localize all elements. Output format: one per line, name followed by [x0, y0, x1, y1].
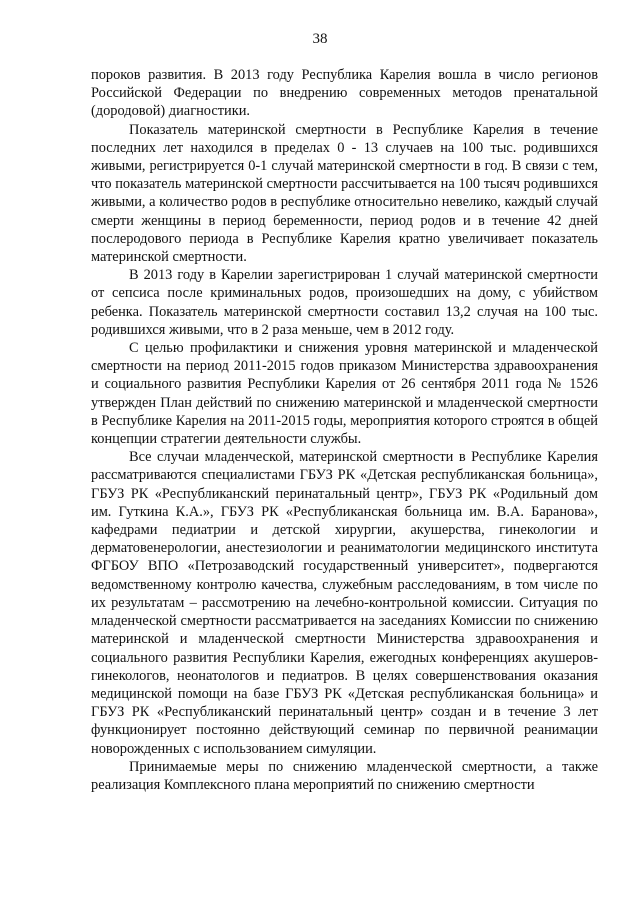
paragraph-maternal-mortality-indicator: Показатель материнской смертности в Республике Карелия в течение последних лет находился в пределах 0 - 13 случаев на 100 тыс. родившихся живыми, регистрируется 0-1 случай материнской смертности в год. В связи с тем, что показатель материнской смертности рассчитывается на 100 тысяч родившихся живыми, а количество родов в республике относительно невелико, каждый случай смерти женщины в период беременности, период родов и в течение 42 дней послеродового периода в Республике Карелия кратно увеличивает показатель материнской смертности. [91, 121, 598, 266]
paragraph-case-review: Все случаи младенческой, материнской смертности в Республике Карелия рассматриваются специалистами ГБУЗ РК «Детская республиканская больница», ГБУЗ РК «Республиканский перинатальный центр», ГБУЗ РК «Родильный дом им. Гуткина К.А.», ГБУЗ РК «Республиканская больница им. В.А. Баранова», кафедрами педиатрии и детской хирургии, акушерства, гинекологии и дерматовенерологии, анестезиологии и реаниматологии медицинского института ФГБОУ ВПО «Петрозаводский государственный университет», подвергаются ведомственному контролю качества, служебным расследованиям, в том числе по их результатам – рассмотрению на лечебно-контрольной комиссии. Ситуация по младенческой смертности рассматривается на заседаниях Комиссии по снижению материнской и младенческой смертности Министерства здравоохранения и социального развития Республики Карелия, ежегодных конференциях акушеров-гинекологов, неонатологов и педиатров. В целях совершенствования оказания медицинской помощи на базе ГБУЗ РК «Детская республиканская больница» и ГБУЗ РК «Республиканский перинатальный центр» создан и в течение 3 лет функционирует постоянно действующий семинар по первичной реанимации новорожденных с использованием симуляции. [91, 449, 598, 757]
page-number: 38 [312, 31, 328, 47]
paragraph-continuation: пороков развития. В 2013 году Республика Карелия вошла в число регионов Российской Федерации по внедрению современных методов пренатальной (дородовой) диагностики. [91, 67, 598, 120]
paragraph-action-plan: С целью профилактики и снижения уровня материнской и младенческой смертности на период 2011-2015 годов приказом Министерства здравоохранения и социального развития Республики Карелия от 26 сентября 2011 года № 1526 утвержден План действий по снижению материнской и младенческой смертности в Республике Карелия на 2011-2015 годы, мероприятия которого строятся в общей концепции стратегии деятельности службы. [91, 340, 598, 448]
paragraph-2013-case: В 2013 году в Карелии зарегистрирован 1 случай материнской смертности от сепсиса после криминальных родов, произошедших на дому, с убийством ребенка. Показатель материнской смертности составил 13,2 случая на 100 тыс. родившихся живыми, что в 2 раза меньше, чем в 2012 году. [91, 267, 598, 338]
paragraph-measures: Принимаемые меры по снижению младенческой смертности, а также реализация Комплексного плана мероприятий по снижению смертности [91, 758, 598, 793]
body-text [91, 66, 598, 794]
